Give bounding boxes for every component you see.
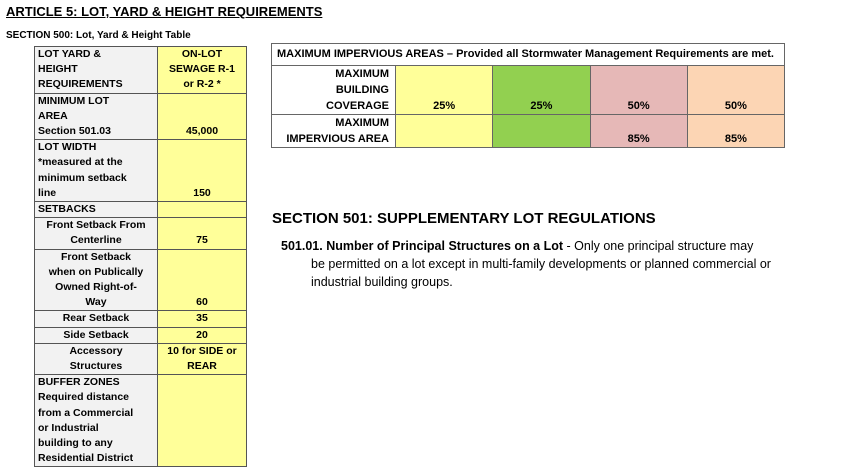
front-centerline-value: 75 (158, 218, 247, 249)
row-label-rear: Rear Setback (35, 311, 158, 327)
row-label-impervious-area (272, 115, 396, 148)
section-500-title: SECTION 500: Lot, Yard & Height Table (6, 30, 191, 41)
header-value-line: or R-2 * (183, 78, 221, 91)
table-row (272, 66, 785, 115)
row-label-buffer (35, 375, 158, 467)
impervious-area-col4: 85% (687, 115, 784, 148)
front-public-value: 60 (158, 249, 247, 311)
label-line: minimum setback (38, 171, 127, 184)
item-text-rest: be permitted on a lot except in multi-family developments or planned commercial or industrial building groups. (311, 257, 771, 289)
label-line: COVERAGE (326, 100, 389, 112)
building-coverage-col1: 25% (396, 66, 493, 115)
setbacks-value (158, 202, 247, 218)
row-label-building-coverage (272, 66, 396, 115)
label-line: Front Setback From (46, 219, 146, 232)
label-line: when on Publically (48, 265, 144, 278)
label-line: Centerline (70, 234, 122, 247)
row-label-min-lot-area (35, 93, 158, 140)
min-lot-area-value: 45,000 (158, 93, 247, 140)
lot-width-value: 150 (158, 140, 247, 202)
impervious-area-col1 (396, 115, 493, 148)
row-label-lot-width (35, 140, 158, 202)
header-label-line: LOT YARD & (38, 48, 102, 60)
label-line: MAXIMUM (335, 117, 389, 129)
section-501-title: SECTION 501: SUPPLEMENTARY LOT REGULATIONS (272, 210, 656, 227)
label-line: building to any (38, 437, 113, 450)
value-line: REAR (187, 360, 217, 373)
label-line: Way (85, 296, 107, 309)
row-label-front-public (35, 249, 158, 311)
rear-value: 35 (158, 311, 247, 327)
row-label-front-centerline (35, 218, 158, 249)
label-line: Section 501.03 (38, 125, 111, 138)
label-line: BUFFER ZONES (38, 376, 120, 389)
buffer-value (158, 375, 247, 467)
impervious-areas-table (271, 43, 785, 148)
header-label-cell (35, 47, 158, 94)
table-row (35, 327, 247, 343)
label-line: AREA (38, 109, 68, 122)
item-title: Number of Principal Structures on a Lot (326, 239, 564, 253)
table-row (35, 140, 247, 202)
label-line: Residential District (38, 452, 134, 465)
table-row (35, 311, 247, 327)
label-line: Required distance (38, 391, 130, 404)
impervious-area-col2 (493, 115, 590, 148)
table-row (35, 47, 247, 94)
table-row (35, 249, 247, 311)
accessory-value (158, 343, 247, 374)
header-label-line: HEIGHT (38, 63, 78, 76)
label-line: from a Commercial (38, 406, 134, 419)
label-line: BUILDING (335, 84, 389, 96)
table-row (35, 93, 247, 140)
impervious-area-col3: 85% (590, 115, 687, 148)
article-title: ARTICLE 5: LOT, YARD & HEIGHT REQUIREMENTS (6, 4, 323, 19)
label-line: IMPERVIOUS AREA (286, 133, 389, 145)
table-row (35, 218, 247, 249)
header-value-cell (158, 47, 247, 94)
label-line: line (38, 186, 57, 199)
header-label-line: REQUIREMENTS (38, 78, 123, 91)
label-line: Structures (69, 360, 123, 373)
item-text-first: - Only one principal structure may (563, 239, 754, 253)
building-coverage-col3: 50% (590, 66, 687, 115)
building-coverage-col2: 25% (493, 66, 590, 115)
building-coverage-col4: 50% (687, 66, 784, 115)
row-label-accessory (35, 343, 158, 374)
header-value-line: ON-LOT (181, 48, 223, 60)
label-line: *measured at the (38, 156, 123, 169)
value-line: 10 for SIDE or (167, 344, 237, 357)
table-row (35, 202, 247, 218)
table-row (35, 343, 247, 374)
label-line: Owned Right-of- (55, 281, 137, 294)
label-line: Accessory (69, 344, 123, 357)
section-501-01-paragraph (281, 237, 801, 291)
table-row (35, 375, 247, 467)
label-line: MAXIMUM (335, 68, 389, 80)
row-label-setbacks: SETBACKS (35, 202, 158, 218)
label-line: Front Setback (60, 250, 131, 263)
side-value: 20 (158, 327, 247, 343)
label-line: or Industrial (38, 421, 99, 434)
impervious-heading: MAXIMUM IMPERVIOUS AREAS – Provided all Stormwater Management Requirements are met. (272, 44, 785, 66)
header-value-line: SEWAGE R-1 (169, 63, 235, 76)
table-row (272, 115, 785, 148)
item-number: 501.01. (281, 239, 323, 253)
table-row (272, 44, 785, 66)
lot-yard-height-table (34, 46, 247, 467)
label-line: LOT WIDTH (38, 141, 97, 154)
row-label-side: Side Setback (35, 327, 158, 343)
label-line: MINIMUM LOT (38, 94, 110, 107)
